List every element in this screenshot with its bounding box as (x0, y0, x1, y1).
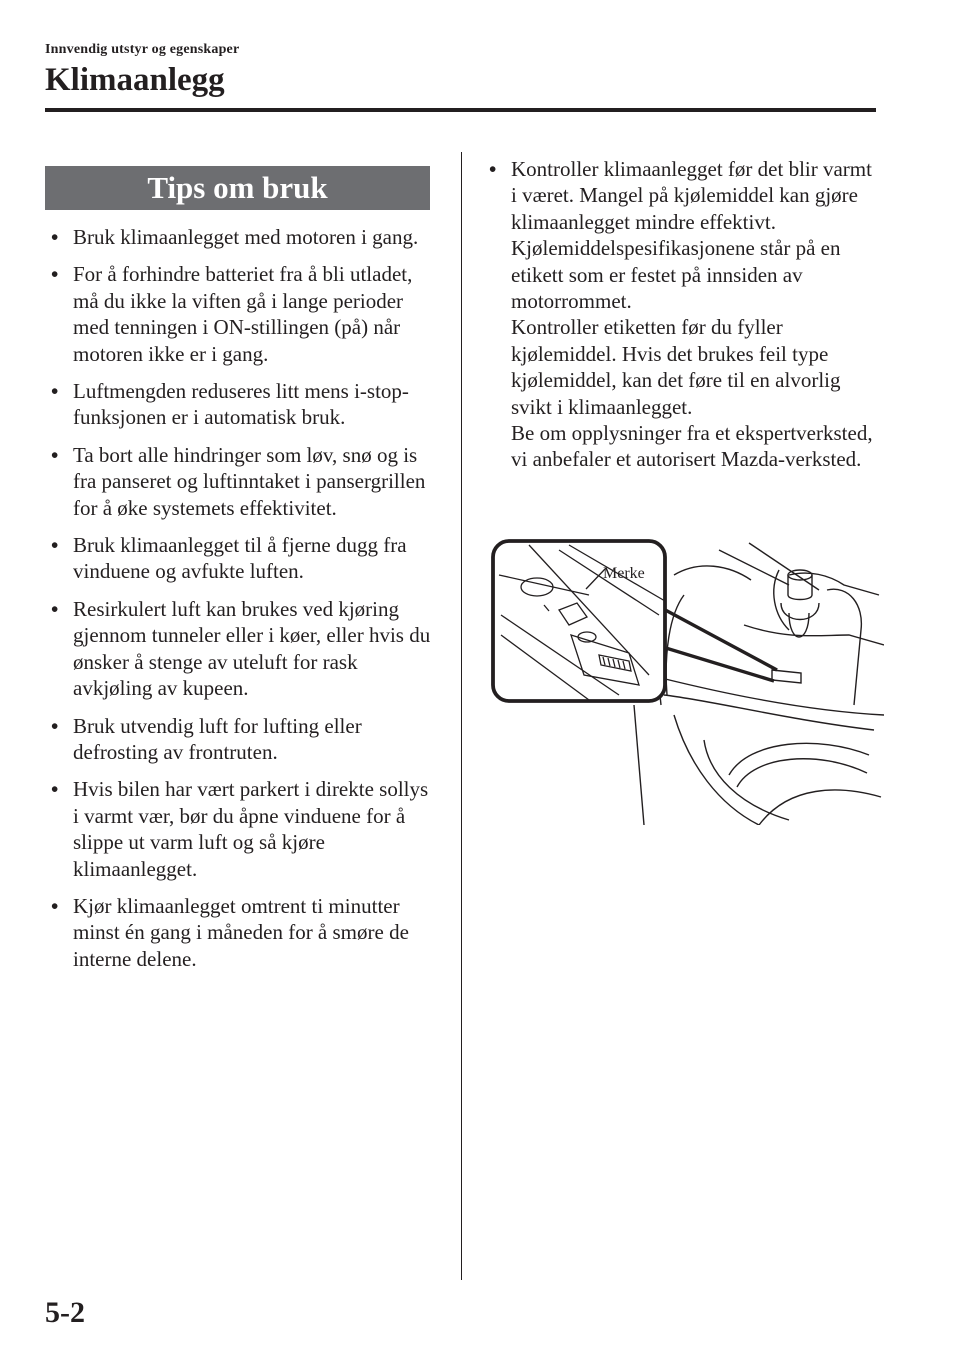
bullet-icon: • (51, 893, 59, 918)
tips-banner: Tips om bruk (45, 166, 430, 210)
list-item: • Luftmengden reduseres litt mens i-stop-funksjonen er i automatisk bruk. (51, 379, 409, 430)
bullet-icon: • (51, 225, 59, 249)
bullet-icon: • (489, 157, 497, 181)
bullet-icon: • (51, 533, 59, 558)
list-item: • Resirkulert luft kan brukes ved kjøring gjennom tunneler eller i køer, eller hvis du ønsker å stenge av uteluft for rask avkjøling av kupeen. (51, 596, 431, 701)
list-item: • Ta bort alle hindringer som løv, snø og is fra panseret og luftinntaket i pansergrillen for å øke systemets effektivitet. (51, 442, 426, 520)
bullet-icon: • (51, 262, 59, 287)
header-rule (45, 108, 876, 112)
bullet-icon: • (51, 442, 59, 467)
bullet-icon: • (51, 777, 59, 802)
list-item (489, 156, 874, 473)
list-item: • Bruk utvendig luft for lufting eller defrosting av frontruten. (51, 713, 362, 764)
bullet-icon: • (51, 713, 59, 738)
right-column (489, 156, 874, 473)
list-item: • Kjør klimaanlegget omtrent ti minutter minst én gang i måneden for å smøre de interne delene. (51, 893, 409, 971)
engine-bay-illustration (489, 535, 884, 825)
bullet-icon: • (51, 379, 59, 404)
list-item: • Bruk klimaanlegget til å fjerne dugg fra vinduene og avfukte luften. (51, 533, 407, 584)
list-item: • For å forhindre batteriet fra å bli utladet, må du ikke la viften gå i lange perioder med tenningen i ON-stillingen (på) når motoren ikke er i gang. (51, 262, 413, 366)
column-divider (461, 152, 462, 1280)
paragraph: Be om opplysninger fra et ekspertverksted, vi anbefaler et autorisert Mazda-verksted. (511, 421, 873, 472)
list-item: • Bruk klimaanlegget med motoren i gang. (51, 225, 419, 249)
bullet-text: Kontroller klimaanlegget før det blir varmt i været. Mangel på kjølemiddel kan gjøre klimaanlegget mindre effektivt. (511, 157, 872, 234)
figure-label: Merke (603, 565, 645, 582)
paragraph: Kjølemiddelspesifikasjonene står på en etikett som er festet på innsiden av motorrommet. (511, 236, 841, 314)
bullet-icon: • (51, 596, 59, 621)
section-label: Innvendig utstyr og egenskaper (45, 42, 240, 57)
list-item: • Hvis bilen har vært parkert i direkte sollys i varmt vær, bør du åpne vinduene for å slippe ut varm luft og så kjøre klimaanlegget. (51, 777, 429, 881)
chapter-title: Klimaanlegg (45, 62, 225, 98)
tips-list (51, 224, 436, 983)
paragraph: Kontroller etiketten før du fyller kjølemiddel. Hvis det brukes feil type kjølemiddel, kan det føre til en alvorlig svikt i klimaanlegget. (511, 315, 841, 419)
page-number: 5-2 (45, 1296, 85, 1329)
